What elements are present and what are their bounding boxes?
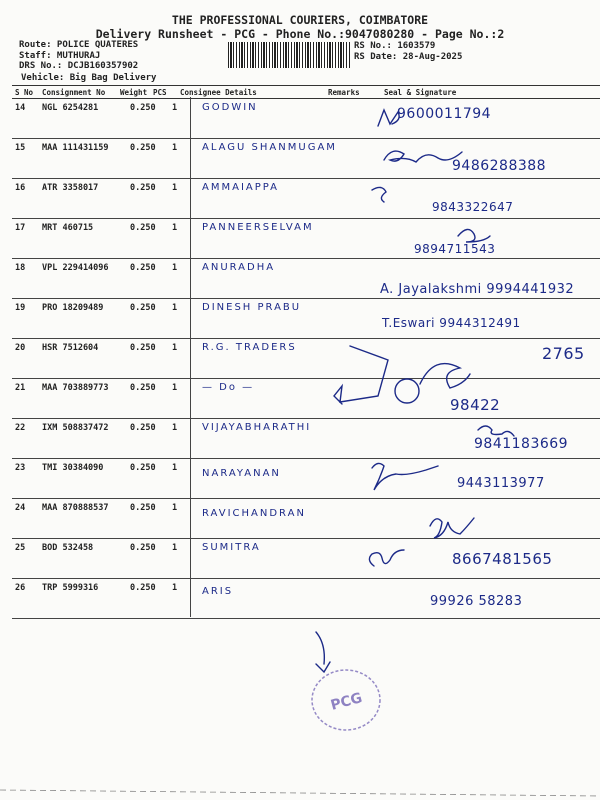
row-pcs: 1 bbox=[172, 383, 178, 393]
row-sno: 18 bbox=[15, 263, 26, 273]
row-sno: 20 bbox=[15, 343, 26, 353]
signature-scribble bbox=[430, 518, 474, 538]
signature-scribble bbox=[369, 550, 404, 566]
row-consignee: ALAGU SHANMUGAM bbox=[202, 142, 337, 153]
col-consignment: Consignment No bbox=[42, 88, 106, 97]
remarks-arrow bbox=[334, 346, 388, 404]
row-pcs: 1 bbox=[172, 103, 178, 113]
row-consignment: NGL 6254281 bbox=[42, 103, 99, 113]
row-consignment: HSR 7512604 bbox=[42, 343, 99, 353]
signature-scribble bbox=[420, 364, 470, 388]
row-signature: 9841183669 bbox=[474, 436, 569, 452]
row-sno: 25 bbox=[15, 543, 26, 553]
signature-scribble bbox=[372, 187, 386, 202]
row-sno: 14 bbox=[15, 103, 26, 113]
row-consignee: NARAYANAN bbox=[202, 468, 281, 479]
row-weight: 0.250 bbox=[130, 463, 156, 473]
row-consignment: BOD 532458 bbox=[42, 543, 94, 553]
row-pcs: 1 bbox=[172, 543, 178, 553]
row-signature: 9443113977 bbox=[457, 476, 545, 491]
signature-scribble bbox=[384, 151, 462, 162]
col-seal: Seal & Signature bbox=[384, 88, 457, 97]
signature-loop bbox=[395, 379, 419, 403]
row-weight: 0.250 bbox=[130, 503, 156, 513]
row-signature: 9894711543 bbox=[414, 242, 496, 256]
col-pcs: PCS bbox=[153, 88, 167, 97]
row-consignment: ATR 3358017 bbox=[42, 183, 99, 193]
row-weight: 0.250 bbox=[130, 143, 156, 153]
route: Route: POLICE QUATERES bbox=[19, 40, 139, 50]
row-consignee: ANURADHA bbox=[202, 262, 276, 273]
row-signature: 9843322647 bbox=[432, 200, 514, 214]
row-weight: 0.250 bbox=[130, 303, 156, 313]
row-consignment: MAA 111431159 bbox=[42, 143, 109, 153]
row-pcs: 1 bbox=[172, 183, 178, 193]
row-consignment: MAA 870888537 bbox=[42, 503, 109, 513]
rs-number: RS No.: 1603579 bbox=[354, 41, 436, 51]
row-consignment: MAA 703889773 bbox=[42, 383, 109, 393]
row-sno: 21 bbox=[15, 383, 26, 393]
stamp-text: PCG bbox=[328, 690, 365, 714]
row-weight: 0.250 bbox=[130, 543, 156, 553]
row-sno: 24 bbox=[15, 503, 26, 513]
row-sno: 19 bbox=[15, 303, 26, 313]
signature-scribble bbox=[478, 426, 514, 436]
row-consignment: PRO 18209489 bbox=[42, 303, 104, 313]
company-title: THE PROFESSIONAL COURIERS, COIMBATORE bbox=[171, 13, 429, 27]
signature-scribble bbox=[458, 229, 490, 242]
row-consignee: GODWIN bbox=[202, 102, 258, 113]
row-pcs: 1 bbox=[172, 343, 178, 353]
row-consignee: AMMAIAPPA bbox=[202, 182, 279, 193]
row-pcs: 1 bbox=[172, 423, 178, 433]
bottom-rule bbox=[0, 790, 600, 796]
staff: Staff: MUTHURAJ bbox=[19, 50, 101, 61]
row-pcs: 1 bbox=[172, 303, 178, 313]
row-signature: 98422 bbox=[450, 396, 501, 414]
row-weight: 0.250 bbox=[130, 423, 156, 433]
row-signature: 2765 bbox=[542, 344, 585, 363]
drs-number: DRS No.: DCJB160357902 bbox=[19, 61, 139, 71]
row-weight: 0.250 bbox=[130, 383, 156, 393]
row-consignment: MRT 460715 bbox=[42, 223, 94, 233]
rs-date: RS Date: 28-Aug-2025 bbox=[354, 51, 463, 62]
row-weight: 0.250 bbox=[130, 103, 156, 113]
row-weight: 0.250 bbox=[130, 263, 156, 273]
row-weight: 0.250 bbox=[130, 223, 156, 233]
stamp-arrow bbox=[316, 632, 330, 672]
row-consignment: IXM 508837472 bbox=[42, 423, 109, 433]
row-weight: 0.250 bbox=[130, 343, 156, 353]
runsheet-subtitle: Delivery Runsheet - PCG - Phone No.:9047080280 - Page No.:2 bbox=[95, 27, 505, 41]
row-signature: 99926 58283 bbox=[430, 594, 523, 609]
row-signature: T.Eswari 9944312491 bbox=[382, 316, 521, 330]
vehicle: Vehicle: Big Bag Delivery bbox=[21, 73, 157, 83]
row-pcs: 1 bbox=[172, 143, 178, 153]
row-sno: 15 bbox=[15, 143, 26, 153]
row-signature: A. Jayalakshmi 9994441932 bbox=[380, 282, 575, 297]
row-consignee: VIJAYABHARATHI bbox=[202, 422, 312, 433]
row-consignee: R.G. TRADERS bbox=[202, 342, 297, 353]
row-sno: 17 bbox=[15, 223, 26, 233]
col-remarks: Remarks bbox=[328, 88, 360, 97]
row-consignee: RAVICHANDRAN bbox=[202, 508, 306, 519]
signature-scribble bbox=[378, 110, 399, 126]
row-weight: 0.250 bbox=[130, 583, 156, 593]
col-sno: S No bbox=[15, 88, 34, 97]
row-signature: 8667481565 bbox=[452, 550, 553, 568]
row-pcs: 1 bbox=[172, 463, 178, 473]
row-signature: 9486288388 bbox=[452, 158, 547, 174]
row-consignee: ARIS bbox=[202, 586, 234, 597]
row-consignee: PANNEERSELVAM bbox=[202, 222, 314, 233]
col-consignee: Consignee Details bbox=[180, 88, 257, 97]
row-weight: 0.250 bbox=[130, 183, 156, 193]
col-weight: Weight bbox=[120, 88, 148, 97]
row-pcs: 1 bbox=[172, 503, 178, 513]
row-sno: 26 bbox=[15, 583, 26, 593]
row-consignee: SUMITRA bbox=[202, 542, 261, 553]
row-consignee: — Do — bbox=[202, 382, 255, 393]
pcg-stamp bbox=[312, 670, 380, 730]
row-sno: 23 bbox=[15, 463, 26, 473]
row-signature: 9600011794 bbox=[397, 106, 492, 122]
row-sno: 22 bbox=[15, 423, 26, 433]
row-consignment: VPL 229414096 bbox=[42, 263, 109, 273]
row-pcs: 1 bbox=[172, 263, 178, 273]
row-sno: 16 bbox=[15, 183, 26, 193]
row-consignment: TRP 5999316 bbox=[42, 583, 99, 593]
row-consignee: DINESH PRABU bbox=[202, 302, 302, 313]
row-pcs: 1 bbox=[172, 223, 178, 233]
signature-scribble bbox=[372, 463, 438, 490]
row-pcs: 1 bbox=[172, 583, 178, 593]
row-consignment: TMI 30384090 bbox=[42, 463, 104, 473]
